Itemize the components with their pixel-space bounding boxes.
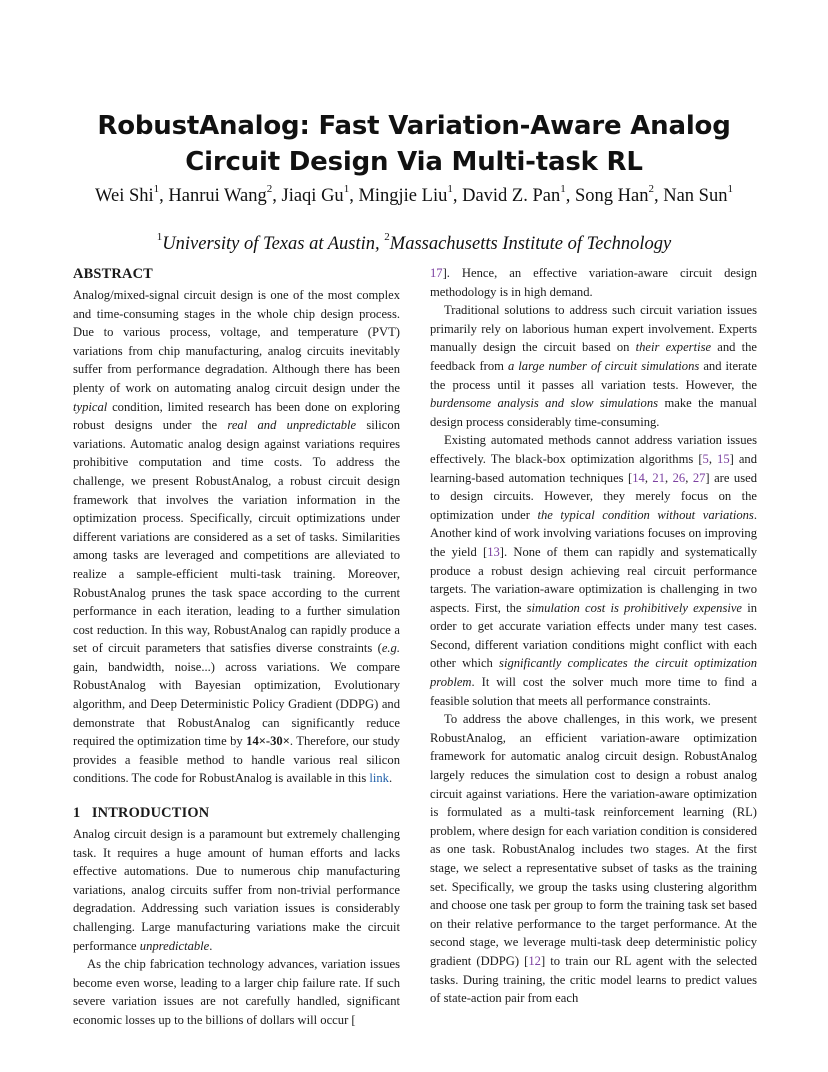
intro-text: ]. None of them can rapidly and systematically produce a robust design achieving real circuit performance targets. The variation-aware optimization is challenging in two aspects. First, the bbox=[430, 544, 757, 615]
abstract-text: silicon variations. Automatic analog design against variations requires prohibitive computation and time costs. To address the challenge, we present RobustAnalog, a robust circuit design framework that involves the variation information in the optimization process. Specifically, circuit optimizations under different variations are considered as a set of tasks. Similarities among tasks are leveraged and competitions are alleviated to realize a sample-efficient multi-task training. Moreover, RobustAnalog prunes the task space according to the current performance in each iteration, leading to a further simulation cost reduction. In this way, RobustAnalog can rapidly produce a set of circuit parameters that satisfies diverse constraints ( bbox=[73, 418, 400, 656]
affiliation-name: University of Texas at Austin, bbox=[162, 234, 380, 254]
emphasis-text: burdensome analysis and slow simulations bbox=[430, 396, 659, 411]
intro-paragraph bbox=[73, 955, 400, 1029]
intro-text: . It will cost the solver much more time to find a feasible solution that meets all performance constraints. bbox=[430, 675, 757, 708]
intro-text: . Another kind of work involving variations focuses on improving the yield [ bbox=[430, 507, 757, 559]
introduction-heading bbox=[73, 803, 400, 823]
citation-link[interactable]: 13 bbox=[487, 544, 500, 559]
intro-text: in order to get accurate variation effects under many test cases. Second, different variation conditions might conflict with each other which bbox=[430, 600, 757, 671]
citation-separator: , bbox=[708, 451, 718, 466]
author-name: Hanrui Wang bbox=[168, 186, 267, 206]
author-affiliation-mark: 2 bbox=[648, 182, 654, 195]
emphasis-text: e.g. bbox=[381, 641, 400, 656]
affiliation-mark: 2 bbox=[384, 230, 390, 243]
intro-paragraph bbox=[430, 710, 757, 1008]
citation-link[interactable]: 27 bbox=[692, 470, 706, 485]
intro-text: . bbox=[209, 938, 213, 953]
intro-paragraph bbox=[430, 301, 757, 431]
intro-text: ] are used to design circuits. However, they merely focus on the optimization under bbox=[430, 470, 757, 522]
abstract-text: condition, limited research has been done on exploring robust designs under the bbox=[73, 399, 400, 433]
author-affiliation-mark: 1 bbox=[153, 182, 160, 195]
emphasis-text: significantly complicates the circuit optimization problem bbox=[430, 656, 757, 690]
right-column bbox=[430, 264, 757, 1008]
paper-title: RobustAnalog: Fast Variation-Aware Analog Circuit Design Via Multi-task RL bbox=[97, 111, 731, 177]
emphasis-text: the typical condition without variations bbox=[537, 507, 754, 522]
intro-paragraph bbox=[73, 825, 400, 955]
intro-text: Traditional solutions to address such circuit variation issues primarily rely on laborious human expert involvement. Experts manually design the circuit based on bbox=[430, 303, 757, 355]
affiliation-line bbox=[40, 232, 788, 256]
author-name: Wei Shi bbox=[95, 186, 154, 206]
citation-separator: , bbox=[665, 470, 673, 485]
intro-text: Existing automated methods cannot address variation issues effectively. The black-box optimization algorithms [ bbox=[430, 433, 757, 466]
speedup-value: 14×-30× bbox=[246, 734, 290, 749]
intro-text: Analog circuit design is a paramount but extremely challenging task. It requires a huge amount of human efforts and lacks effective automations. Due to numerous chip manufacturing variations, analog circuits suffer from non-trivial performance degradation. Addressing such variation issues is considerably challenging. Large manufacturing variations make the circuit performance bbox=[73, 827, 400, 953]
intro-text: To address the above challenges, in this work, we present RobustAnalog, an efficient variation-aware optimization framework for automatic analog circuit design. RobustAnalog largely reduces the simulation cost to design a robust analog circuit against variations. Here the variation-aware optimization is formulated as a multi-task reinforcement learning (RL) problem, where design for each variation condition is considered as one task. RobustAnalog includes two stages. At the first stage, we select a representative subset of tasks as the training set. Specifically, we group the tasks using clustering algorithm and choose one task per group to form the training task set based on their relative performance to the target performance. At the second stage, we leverage multi-task deep deterministic policy gradient (DDPG) [ bbox=[430, 712, 757, 968]
emphasis-text: a large number of circuit simulations bbox=[507, 358, 700, 373]
citation-link[interactable]: 14 bbox=[632, 470, 645, 485]
author-affiliation-mark: 1 bbox=[560, 182, 566, 195]
abstract-paragraph bbox=[73, 286, 400, 788]
abstract-text: Analog/mixed-signal circuit design is one of the most complex and time-consuming stages in the whole chip design process. Due to various process, voltage, and temperature (PVT) variations from chip manufacturing, analog circuits inevitably suffer from performance degradation. Although there has been plenty of work on automating analog circuit design under the bbox=[73, 288, 400, 395]
citation-link[interactable]: 26 bbox=[672, 470, 686, 485]
author-affiliation-mark: 1 bbox=[343, 182, 350, 195]
citation-separator: , bbox=[644, 470, 653, 485]
intro-text: As the chip fabrication technology advances, variation issues become even worse, leading to a larger chip failure rate. If such severe variation issues are not carefully handled, significant economic losses up to the billions of dollars will occur [ bbox=[73, 957, 400, 1027]
affiliation-name: Massachusetts Institute of Technology bbox=[389, 234, 672, 254]
citation-separator: , bbox=[685, 470, 693, 485]
emphasis-text: their expertise bbox=[635, 340, 712, 355]
affiliation-mark: 1 bbox=[156, 230, 163, 243]
author-affiliation-mark: 1 bbox=[727, 182, 733, 195]
code-link[interactable]: link bbox=[369, 771, 389, 786]
author-affiliation-mark: 1 bbox=[447, 182, 453, 195]
citation-link[interactable]: 15 bbox=[717, 451, 730, 466]
author-name: Nan Sun bbox=[663, 186, 728, 206]
author-affiliation-mark: 2 bbox=[266, 182, 273, 195]
emphasis-text: typical bbox=[73, 399, 108, 414]
intro-paragraph-continued bbox=[430, 264, 757, 301]
emphasis-text: real and unpredictable bbox=[227, 418, 357, 433]
abstract-text: . bbox=[388, 771, 393, 786]
citation-link[interactable]: 12 bbox=[528, 953, 541, 968]
left-column bbox=[73, 264, 400, 1030]
intro-text: ] to train our RL agent with the selected tasks. During training, the critic model learns to predict values of state-action pair from each bbox=[430, 953, 757, 1006]
intro-text: make the manual design process considerably time-consuming. bbox=[430, 396, 757, 429]
section-title: INTRODUCTION bbox=[91, 805, 210, 822]
author-list: Wei Shi$^1$, Hanrui Wang$^2$, Jiaqi Gu$^1$, Mingjie Liu$^1$, David Z. Pan$^1$, Song Han$^2$, Nan Sun$^1$ bbox=[95, 182, 733, 206]
abstract-heading: ABSTRACT bbox=[73, 266, 153, 282]
emphasis-text: simulation cost is prohibitively expensive bbox=[526, 600, 743, 615]
intro-paragraph bbox=[430, 431, 757, 710]
abstract-text: . Therefore, our study provides a feasible method to handle various real silicon conditions. The code for RobustAnalog is available in this bbox=[73, 734, 400, 786]
author-name: Mingjie Liu bbox=[358, 186, 448, 206]
intro-text: and iterate the process until it passes all variation tests. However, the bbox=[430, 358, 757, 392]
intro-text: ]. Hence, an effective variation-aware circuit design methodology is in high demand. bbox=[430, 266, 757, 299]
emphasis-text: unpredictable bbox=[139, 938, 210, 953]
author-name: Jiaqi Gu bbox=[281, 186, 344, 206]
intro-text: and the feedback from bbox=[430, 340, 757, 373]
author-name: Song Han bbox=[574, 186, 649, 206]
section-number: 1 bbox=[73, 805, 81, 822]
citation-link[interactable]: 17 bbox=[430, 266, 443, 280]
abstract-text: gain, bandwidth, noise...) across variations. We compare RobustAnalog with Bayesian optimization, Evolutionary algorithm, and Deep Deterministic Policy Gradient (DDPG) and demonstrate that RobustAnalog can significantly reduce required the optimization time by bbox=[73, 659, 400, 749]
citation-link[interactable]: 21 bbox=[652, 470, 666, 485]
author-name: David Z. Pan bbox=[462, 186, 561, 206]
intro-text: ] and learning-based automation techniques [ bbox=[430, 451, 758, 485]
citation-link[interactable]: 5 bbox=[702, 451, 709, 466]
